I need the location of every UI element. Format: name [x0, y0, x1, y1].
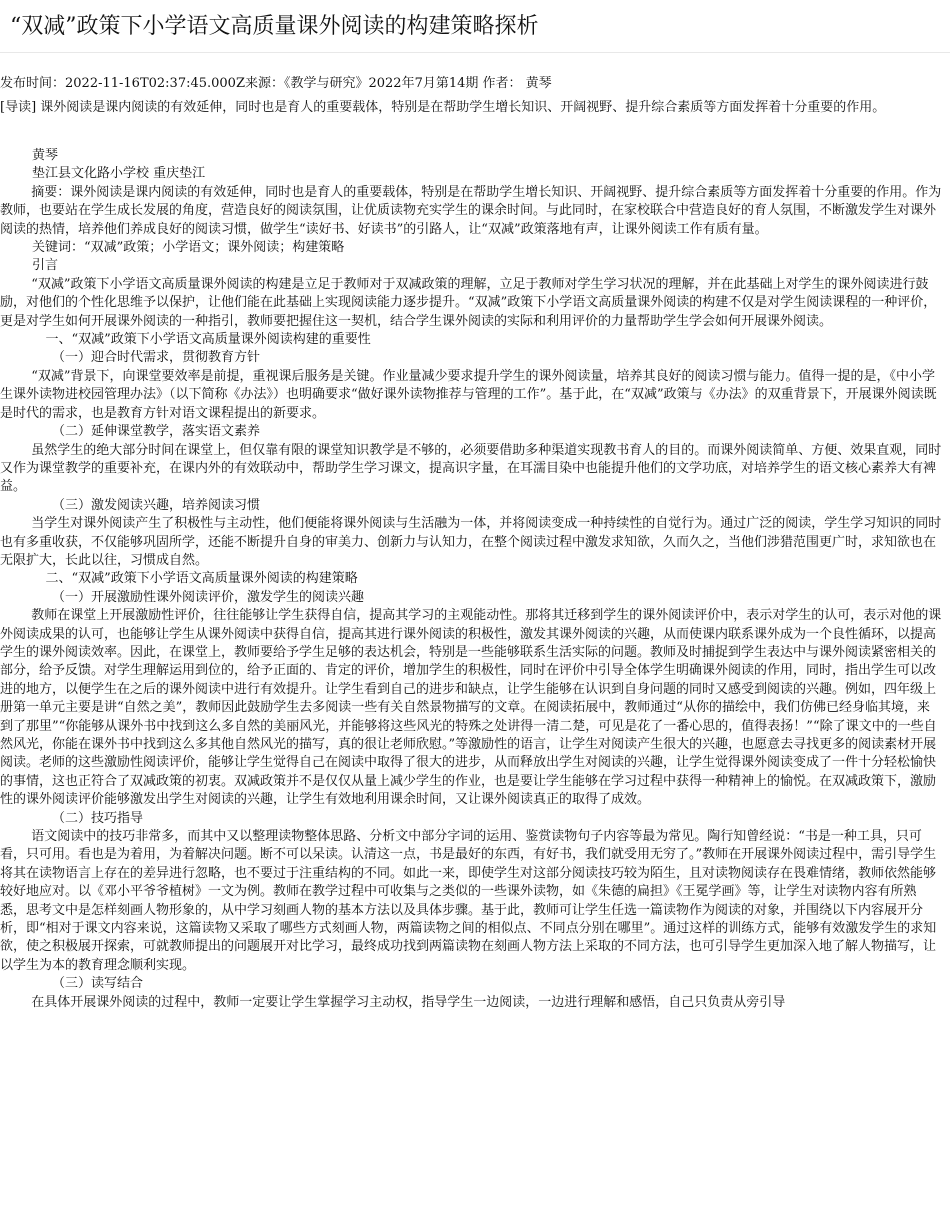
spacer	[0, 117, 950, 147]
subsection-heading: （一）开展激励性课外阅读评价，激发学生的阅读兴趣	[52, 589, 365, 605]
subsection-heading: （三）激发阅读兴趣，培养阅读习惯	[52, 497, 261, 513]
article-body	[0, 147, 950, 1012]
keywords: 关键词：“双减”政策；小学语文；课外阅读；构建策略	[32, 240, 345, 256]
subsection-heading: （一）迎合时代需求，贯彻教育方针	[52, 350, 261, 366]
article-title: “双减”政策下小学语文高质量课外阅读的构建策略探析	[0, 0, 950, 53]
subsection-heading: （二）延伸课堂教学，落实语文素养	[52, 424, 261, 440]
section-heading-2: 二、“双减”政策下小学语文高质量课外阅读的构建策略	[45, 571, 358, 587]
paragraph: “双减”背景下，向课堂要效率是前提，重视课后服务是关键。作业量减少要求提升学生的课外阅读量，培养其良好的阅读习惯与能力。值得一提的是，《中小学生课外读物进校园管理办法》（以下简称《办法》）也明确要求“做好课外读物推荐与管理的工作”。基于此，在“双减”政策与《办法》的双重背景下，开展课外阅读既是时代的需求，也是教育方针对语文课程提出的新要求。	[0, 368, 937, 421]
abstract: 摘要：课外阅读是课内阅读的有效延伸，同时也是育人的重要载体，特别是在帮助学生增长知识、开阔视野、提升综合素质等方面发挥着十分重要的作用。作为教师，也要站在学生成长发展的角度，营造良好的阅读氛围，让优质读物充实学生的课余时间。与此同时，在家校联合中营造良好的育人氛围，不断激发学生对课外阅读的热情，培养他们养成良好的阅读习惯，做学生“读好书、好读书”的引路人，让“双减”政策落地有声，让课外阅读工作有质有量。	[0, 184, 942, 237]
article-meta: 发布时间：2022-11-16T02:37:45.000Z来源：《教学与研究》2022年7月第14期 作者： 黄琴	[0, 76, 552, 91]
paragraph: 当学生对课外阅读产生了积极性与主动性，他们便能将课外阅读与生活融为一体，并将阅读变成一种持续性的自觉行为。通过广泛的阅读，学生学习知识的同时也有多重收获，不仅能够巩固所学，还能不断提升自身的审美力、创新力与认知力，在整个阅读过程中激发求知欲，久而久之，当他们涉猎范围更广时，求知欲也在无限扩大，长此以往，习惯成自然。	[0, 516, 942, 568]
paragraph: 在具体开展课外阅读的过程中，教师一定要让学生掌握学习主动权，指导学生一边阅读，一边进行理解和感悟，自己只负责从旁引导	[31, 994, 786, 1010]
section-heading-1: 一、“双减”政策下小学语文高质量课外阅读构建的重要性	[45, 332, 371, 348]
intro-paragraph: “双减”政策下小学语文高质量课外阅读的构建是立足于教师对于双减政策的理解，立足于教师对学生学习状况的理解，并在此基础上对学生的课外阅读进行鼓励，对他们的个性化思维予以保护，让他们能在此基础上实现阅读能力逐步提升。“双减”政策下小学语文高质量课外阅读的构建不仅是对学生阅读课程的一种评价，更是对学生如何开展课外阅读的一种指引，教师要把握住这一契机，结合学生课外阅读的实际和利用评价的力量帮助学生学会如何开展课外阅读。	[0, 276, 937, 329]
paragraph: 语文阅读中的技巧非常多，而其中又以整理读物整体思路、分析文中部分字词的运用、鉴赏读物句子内容等最为常见。陶行知曾经说：“书是一种工具，只可看，只可用。看也是为着用，为着解决问题。断不可以呆读。认清这一点，书是最好的东西，有好书，我们就受用无穷了。”教师在开展课外阅读过程中，需引导学生将其在读物语言上存在的差异进行忽略，也不要过于注重结构的不同。如此一来，即使学生对这部分阅读技巧较为陌生，且对读物阅读存在畏难情绪，教师依然能够较好地应对。以《邓小平爷爷植树》一文为例。教师在教学过程中可收集与之类似的一些课外读物，如《朱德的扁担》《王冕学画》等，让学生对读物内容有所熟悉，思考文中是怎样刻画人物形象的，从中学习刻画人物的基本方法以及具体步骤。基于此，教师可让学生任选一篇读物作为阅读的对象，并围绕以下内容展开分析，即“相对于课文内容来说，这篇读物又采取了哪些方式刻画人物，两篇读物之间的相似点、不同点分别在哪里”。通过这样的训练方式，能够有效激发学生的求知欲，使之积极展开探索，可就教师提出的问题展开对比学习，最终成功找到两篇读物在刻画人物方法上采取的不同方法，也可引导学生更加深入地了解人物描写，让以学生为本的教育理念顺利实现。	[0, 829, 937, 973]
subsection-heading: （二）技巧指导	[52, 810, 144, 826]
paragraph: 教师在课堂上开展激励性评价，往往能够让学生获得自信，提高其学习的主观能动性。那将其迁移到学生的课外阅读评价中，表示对学生的认可，表示对他的课外阅读成果的认可，也能够让学生从课外阅读中获得自信，提高其进行课外阅读的积极性，激发其课外阅读的兴趣，从而使课内联系课外成为一个良性循环，以提高学生的课外阅读效率。因此，在课堂上，教师要给予学生足够的表达机会，特别是一些能够联系生活实际的问题。教师及时捕捉到学生表达中与课外阅读紧密相关的部分，给予反馈。对学生理解运用到位的，给予正面的、肯定的评价，增加学生的积极性，同时在评价中引导全体学生明确课外阅读的作用，同时，指出学生可以改进的地方，以便学生在之后的课外阅读中进行有效提升。让学生看到自己的进步和缺点，让学生能够在认识到自身问题的同时又感受到阅读的兴趣。例如，四年级上册第一单元主要是讲“自然之美”，教师因此鼓励学生去多阅读一些有关自然景物描写的文章。在阅读拓展中，教师通过“从你的描绘中，我们仿佛已经身临其境，来到了那里”“你能够从课外书中找到这么多自然的美丽风光，并能够将这些风光的特殊之处讲得一清二楚，可见是花了一番心思的，值得表扬！”“除了课文中的一些自然风光，你能在课外书中找到这么多其他自然风光的描写，真的很让老师欣慰。”等激励性的语言，让学生对阅读产生很大的兴趣，也愿意去寻找更多的阅读素材开展阅读。老师的这些激励性阅读评价，能够让学生觉得自己在阅读中取得了很大的进步，从而释放出学生对阅读的兴趣，让学生觉得课外阅读变成了一件十分轻松愉快的事情，这也正符合了双减政策的初衷。双减政策并不是仅仅从量上减少学生的作业，也是要让学生能够在学习过程中获得一种精神上的愉悦。在双减政策下，激励性的课外阅读评价能够激发出学生对阅读的兴趣，让学生有效地利用课余时间，又让课外阅读真正的取得了成效。	[0, 608, 942, 808]
author-name: 黄琴	[32, 148, 59, 163]
article-lead: [导读] 课外阅读是课内阅读的有效延伸，同时也是育人的重要载体，特别是在帮助学生增长知识、开阔视野、提升综合素质等方面发挥着十分重要的作用。	[0, 100, 886, 115]
paragraph: 虽然学生的绝大部分时间在课堂上，但仅靠有限的课堂知识教学是不够的，必须要借助多种渠道实现教书育人的目的。而课外阅读简单、方便、效果直观，同时又作为课堂教学的重要补充，在课内外的有效联动中，帮助学生学习课文，提高识字量，在耳濡目染中也能提升他们的文学功底，对培养学生的语文核心素养大有裨益。	[0, 442, 942, 495]
subsection-heading: （三）读写结合	[52, 976, 144, 992]
intro-heading: 引言	[32, 258, 59, 274]
author-affiliation: 垫江县文化路小学校 重庆垫江	[32, 166, 206, 182]
